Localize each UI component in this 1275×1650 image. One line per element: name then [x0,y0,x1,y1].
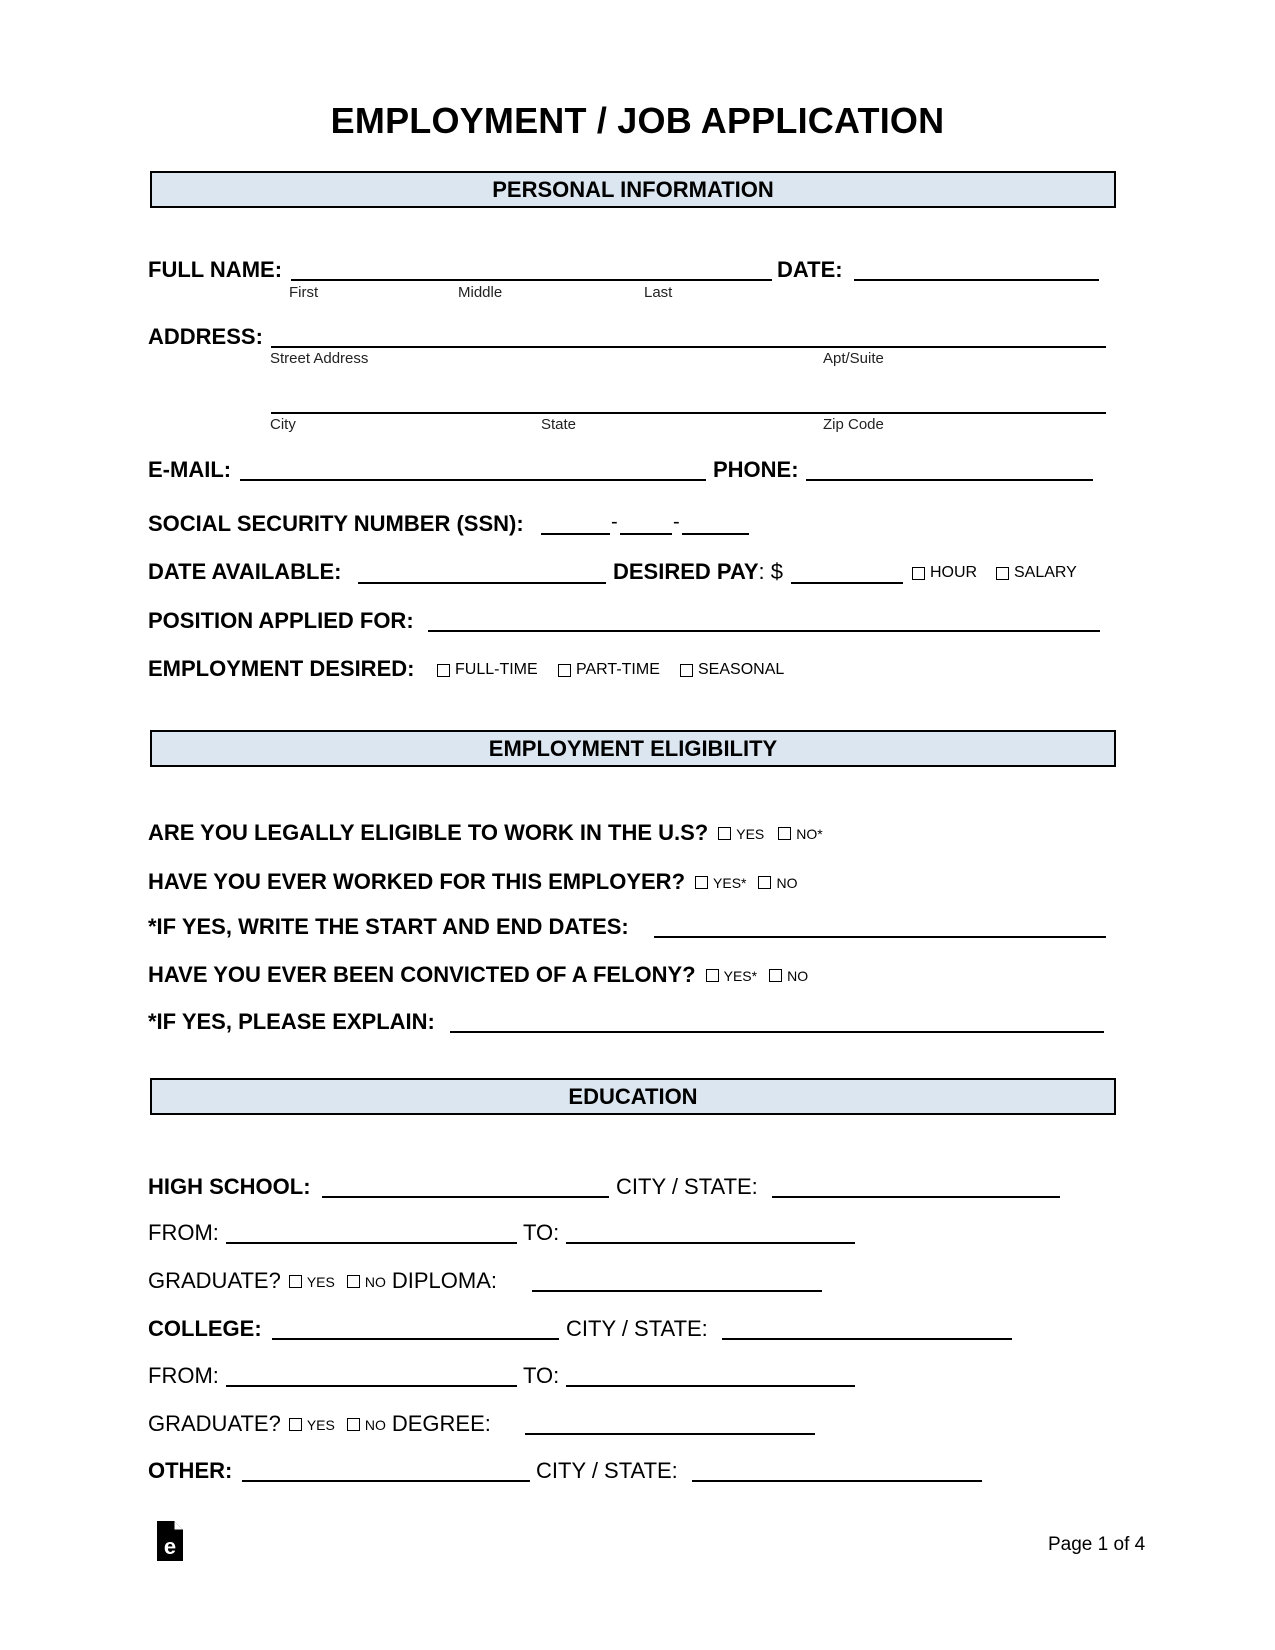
checkbox-icon[interactable] [996,567,1009,580]
checkbox-icon[interactable] [680,664,693,677]
employment-option-full-time-label: FULL-TIME [455,661,538,678]
option-label: NO [787,967,809,984]
pay-option-salary-label: SALARY [1014,564,1077,581]
date-available-field[interactable] [358,582,606,584]
q2-option-no[interactable] [758,875,797,891]
checkbox-icon[interactable] [758,876,771,889]
checkbox-icon[interactable] [769,969,782,982]
question-text: ARE YOU LEGALLY ELIGIBLE TO WORK IN THE U.S? [148,820,709,845]
employment-option-full-time[interactable] [437,661,538,679]
section-header-personal: PERSONAL INFORMATION [150,171,1116,208]
checkbox-icon[interactable] [289,1275,302,1288]
high-school-from-label: FROM: [148,1220,219,1245]
phone-label: PHONE: [713,457,799,482]
option-label: YES* [713,874,747,891]
pay-option-hour[interactable] [912,564,977,582]
checkbox-icon[interactable] [706,969,719,982]
q1-option-yes[interactable] [718,826,764,842]
date-field[interactable] [854,279,1099,281]
employment-option-seasonal[interactable] [680,661,784,679]
ssn-field-part2[interactable] [620,533,672,535]
checkbox-icon[interactable] [437,664,450,677]
ssn-field-part1[interactable] [541,533,610,535]
checkbox-icon[interactable] [912,567,925,580]
felony-explain-label: *IF YES, PLEASE EXPLAIN: [148,1009,435,1034]
graduate-label: GRADUATE? [148,1411,281,1436]
full-name-label: FULL NAME: [148,257,283,282]
desired-pay-label-group [613,559,783,585]
employment-option-part-time-label: PART-TIME [576,661,660,678]
option-label: NO [364,1273,386,1290]
employment-option-part-time[interactable] [558,661,660,679]
college-city-state-label: CITY / STATE: [566,1316,708,1341]
checkbox-icon[interactable] [289,1418,302,1431]
q2-option-yes[interactable] [695,875,746,891]
high-school-field[interactable] [322,1196,609,1198]
degree-label: DEGREE: [391,1411,491,1436]
checkbox-icon[interactable] [695,876,708,889]
section-header-education: EDUCATION [150,1078,1116,1115]
high-school-graduate-yes[interactable] [289,1274,335,1290]
checkbox-icon[interactable] [718,827,731,840]
position-field[interactable] [428,630,1100,632]
checkbox-icon[interactable] [558,664,571,677]
address-sublabel-zip: Zip Code [823,416,884,433]
high-school-label: HIGH SCHOOL: [148,1174,311,1199]
other-city-state-field[interactable] [692,1480,982,1482]
high-school-city-state-label: CITY / STATE: [616,1174,758,1199]
address-label: ADDRESS: [148,324,263,349]
college-field[interactable] [272,1338,559,1340]
option-label: NO* [796,825,823,842]
college-graduate-no[interactable] [347,1417,386,1433]
desired-pay-currency: : $ [758,559,783,584]
felony-explain-field[interactable] [450,1031,1104,1033]
college-label: COLLEGE: [148,1316,262,1341]
college-from-label: FROM: [148,1363,219,1388]
worked-dates-label: *IF YES, WRITE THE START AND END DATES: [148,914,629,939]
document-title: EMPLOYMENT / JOB APPLICATION [330,100,945,141]
graduate-label: GRADUATE? [148,1268,281,1293]
eforms-logo-icon [157,1521,183,1561]
page-number: Page 1 of 4 [1048,1534,1146,1555]
address-sublabel-city: City [270,416,296,433]
q1-option-no[interactable] [778,826,822,842]
ssn-label: SOCIAL SECURITY NUMBER (SSN): [148,511,524,536]
q3-option-no[interactable] [769,968,808,984]
svg-text:e: e [163,1534,177,1559]
worked-dates-field[interactable] [654,936,1106,938]
ssn-separator: - [673,511,680,533]
college-graduate-row [148,1411,491,1437]
high-school-from-field[interactable] [226,1242,517,1244]
desired-pay-field[interactable] [791,582,903,584]
email-label: E-MAIL: [148,457,232,482]
other-school-label: OTHER: [148,1458,233,1483]
high-school-to-label: TO: [523,1220,560,1245]
other-city-state-label: CITY / STATE: [536,1458,678,1483]
address-sublabel-apt: Apt/Suite [823,350,884,367]
high-school-graduate-row [148,1268,497,1294]
employment-option-seasonal-label: SEASONAL [698,661,785,678]
name-sublabel-last: Last [644,284,673,301]
full-name-field[interactable] [291,279,772,281]
option-label: YES [306,1273,335,1290]
option-label: NO [776,874,798,891]
high-school-to-field[interactable] [566,1242,855,1244]
desired-pay-label: DESIRED PAY [613,559,759,584]
position-label: POSITION APPLIED FOR: [148,608,414,633]
phone-field[interactable] [806,479,1093,481]
high-school-graduate-no[interactable] [347,1274,386,1290]
pay-option-salary[interactable] [996,564,1077,582]
address-street-field[interactable] [271,346,1106,348]
other-school-field[interactable] [242,1480,530,1482]
section-header-eligibility: EMPLOYMENT ELIGIBILITY [150,730,1116,767]
ssn-separator: - [611,511,618,533]
address-sublabel-state: State [541,416,577,433]
college-from-field[interactable] [226,1385,517,1387]
college-graduate-yes[interactable] [289,1417,335,1433]
pay-option-hour-label: HOUR [930,564,978,581]
question-text: HAVE YOU EVER BEEN CONVICTED OF A FELONY? [148,962,696,987]
email-field[interactable] [240,479,706,481]
diploma-label: DIPLOMA: [391,1268,497,1293]
college-city-state-field[interactable] [722,1338,1012,1340]
diploma-field[interactable] [532,1290,822,1292]
q3-option-yes[interactable] [706,968,757,984]
name-sublabel-middle: Middle [458,284,503,301]
address-sublabel-street: Street Address [270,350,369,367]
checkbox-icon[interactable] [347,1275,360,1288]
option-label: YES* [723,967,758,984]
checkbox-icon[interactable] [347,1418,360,1431]
name-sublabel-first: First [289,284,319,301]
checkbox-icon[interactable] [778,827,791,840]
eligibility-question-felony [148,962,808,988]
college-to-field[interactable] [566,1385,855,1387]
degree-field[interactable] [525,1433,815,1435]
option-label: YES [306,1416,335,1433]
employment-desired-label: EMPLOYMENT DESIRED: [148,656,415,681]
date-available-label: DATE AVAILABLE: [148,559,342,584]
eligibility-question-work-us [148,820,823,846]
date-label: DATE: [777,257,843,282]
question-text: HAVE YOU EVER WORKED FOR THIS EMPLOYER? [148,869,686,894]
college-to-label: TO: [523,1363,560,1388]
eligibility-question-worked-before [148,869,797,895]
option-label: NO [364,1416,386,1433]
ssn-field-part3[interactable] [682,533,749,535]
high-school-city-state-field[interactable] [772,1196,1060,1198]
option-label: YES [736,825,765,842]
address-city-field[interactable] [271,412,1106,414]
